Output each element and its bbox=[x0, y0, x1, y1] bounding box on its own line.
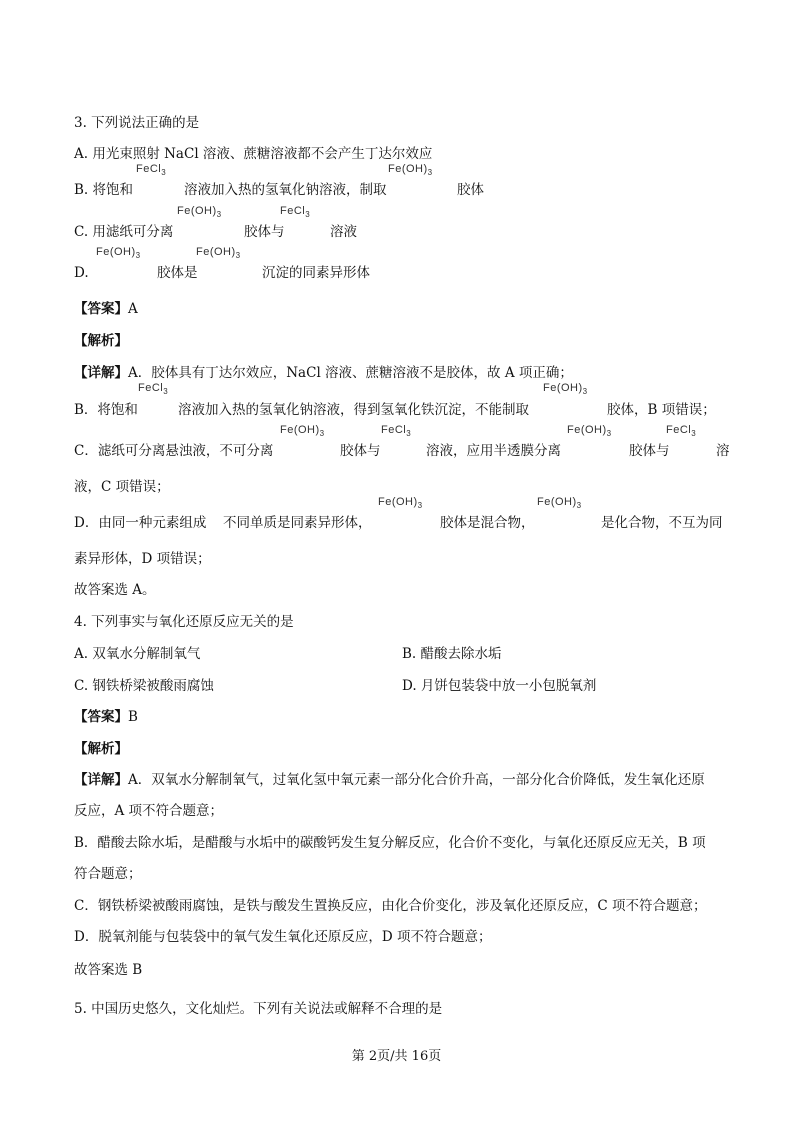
q3-detail-d-part3: 胶体是混合物， bbox=[440, 515, 535, 531]
q3-option-d-part2: 胶体是 bbox=[157, 265, 198, 281]
formula-fecl3: FeCl$_3$ bbox=[138, 382, 169, 397]
q3-detail-b-part2: 溶液加入热的氢氧化钠溶液，得到氢氧化铁沉淀，不能制取 bbox=[178, 402, 529, 418]
formula-feoh3: $Fe(OH)_3$ bbox=[96, 246, 141, 261]
q3-detail-d-part1: D．由同一种元素组成 bbox=[74, 515, 207, 531]
q4-detail-b-cont: 符合题意； bbox=[74, 866, 142, 882]
q3-option-c-part2: 胶体与 bbox=[244, 224, 285, 240]
q3-option-c-part3: 溶液 bbox=[330, 224, 357, 240]
q3-detail-c-part4: 胶体与 bbox=[629, 443, 670, 459]
q3-detail-c-part2: 胶体与 bbox=[340, 443, 381, 459]
q4-detail-d: D．脱氧剂能与包装袋中的氧气发生氧化还原反应，D 项不符合题意； bbox=[74, 929, 492, 945]
q3-detail-c-cont: 液，C 项错误； bbox=[74, 479, 170, 495]
q3-option-c-part1: C. 用滤纸可分离 bbox=[74, 224, 174, 240]
page-footer: 第 2页/共 16页 bbox=[351, 1049, 442, 1064]
q3-detail-b-part3: 胶体，B 项错误； bbox=[607, 402, 716, 418]
q3-detail-c-part1: C．滤纸可分离悬浊液，不可分离 bbox=[74, 443, 274, 459]
q3-conclusion: 故答案选 A。 bbox=[74, 582, 156, 598]
q4-stem: 4. 下列事实与氧化还原反应无关的是 bbox=[74, 614, 294, 630]
q4-option-b: B. 醋酸去除水垢 bbox=[402, 646, 502, 662]
formula-feoh3: $Fe(OH)_3$ bbox=[280, 424, 325, 439]
q4-option-a: A. 双氧水分解制氧气 bbox=[74, 646, 201, 662]
formula-fecl3: FeCl$_3$ bbox=[136, 163, 167, 178]
formula-feoh3: $Fe(OH)_3$ bbox=[388, 163, 433, 178]
q3-answer: 【答案】A bbox=[74, 301, 138, 317]
q3-detail-a: 【详解】A．胶体具有丁达尔效应，NaCl 溶液、蔗糖溶液不是胶体，故 A 项正确； bbox=[74, 365, 573, 381]
q3-detail-c-part5: 溶 bbox=[716, 443, 730, 459]
q3-option-b-part3: 胶体 bbox=[457, 182, 484, 198]
q4-analysis-tag: 【解析】 bbox=[74, 741, 128, 757]
formula-fecl3: FeCl$_3$ bbox=[381, 424, 412, 439]
q3-option-a: A. 用光束照射 NaCl 溶液、蔗糖溶液都不会产生丁达尔效应 bbox=[74, 146, 433, 162]
q4-option-c: C. 钢铁桥梁被酸雨腐蚀 bbox=[74, 678, 214, 694]
q3-stem: 3. 下列说法正确的是 bbox=[74, 115, 200, 131]
q3-analysis-tag: 【解析】 bbox=[74, 333, 128, 349]
formula-feoh3: $Fe(OH)_3$ bbox=[567, 424, 612, 439]
q3-option-b-part2: 溶液加入热的氢氧化钠溶液，制取 bbox=[184, 182, 387, 198]
q3-detail-b-part1: B．将饱和 bbox=[74, 402, 138, 418]
formula-feoh3: $Fe(OH)_3$ bbox=[537, 496, 582, 511]
q4-option-d: D. 月饼包装袋中放一小包脱氧剂 bbox=[402, 678, 597, 694]
q5-stem: 5. 中国历史悠久，文化灿烂。下列有关说法或解释不合理的是 bbox=[74, 1001, 443, 1017]
q3-option-d-part3: 沉淀的同素异形体 bbox=[262, 265, 370, 281]
q3-option-d-part1: D. bbox=[74, 265, 89, 281]
q3-detail-c-part3: 溶液，应用半透膜分离 bbox=[426, 443, 561, 459]
formula-feoh3: $Fe(OH)_3$ bbox=[378, 496, 423, 511]
q3-detail-d-part4: 是化合物，不互为同 bbox=[601, 515, 723, 531]
q4-detail-a-cont: 反应，A 项不符合题意； bbox=[74, 803, 224, 819]
q3-detail-d-cont: 素异形体，D 项错误； bbox=[74, 551, 211, 567]
formula-feoh3: $Fe(OH)_3$ bbox=[543, 382, 588, 397]
q3-detail-d-part2: 不同单质是同素异形体， bbox=[223, 515, 372, 531]
formula-feoh3: $Fe(OH)_3$ bbox=[177, 205, 222, 220]
q4-detail-c: C．钢铁桥梁被酸雨腐蚀，是铁与酸发生置换反应，由化合价变化，涉及氧化还原反应，C 项不符合题意； bbox=[74, 898, 707, 914]
formula-fecl3: FeCl$_3$ bbox=[666, 424, 697, 439]
q4-detail-b: B．醋酸去除水垢，是醋酸与水垢中的碳酸钙发生复分解反应，化合价不变化，与氧化还原反应无关，B 项 bbox=[74, 835, 706, 851]
q3-option-b-part1: B. 将饱和 bbox=[74, 182, 134, 198]
q4-detail-a: 【详解】A．双氧水分解制氧气，过氧化氢中氧元素一部分化合价升高，一部分化合价降低，发生氧化还原 bbox=[74, 772, 705, 788]
formula-feoh3: $Fe(OH)_3$ bbox=[196, 246, 241, 261]
q4-answer: 【答案】B bbox=[74, 709, 138, 725]
formula-fecl3: FeCl$_3$ bbox=[280, 205, 311, 220]
q4-conclusion: 故答案选 B bbox=[74, 962, 143, 978]
